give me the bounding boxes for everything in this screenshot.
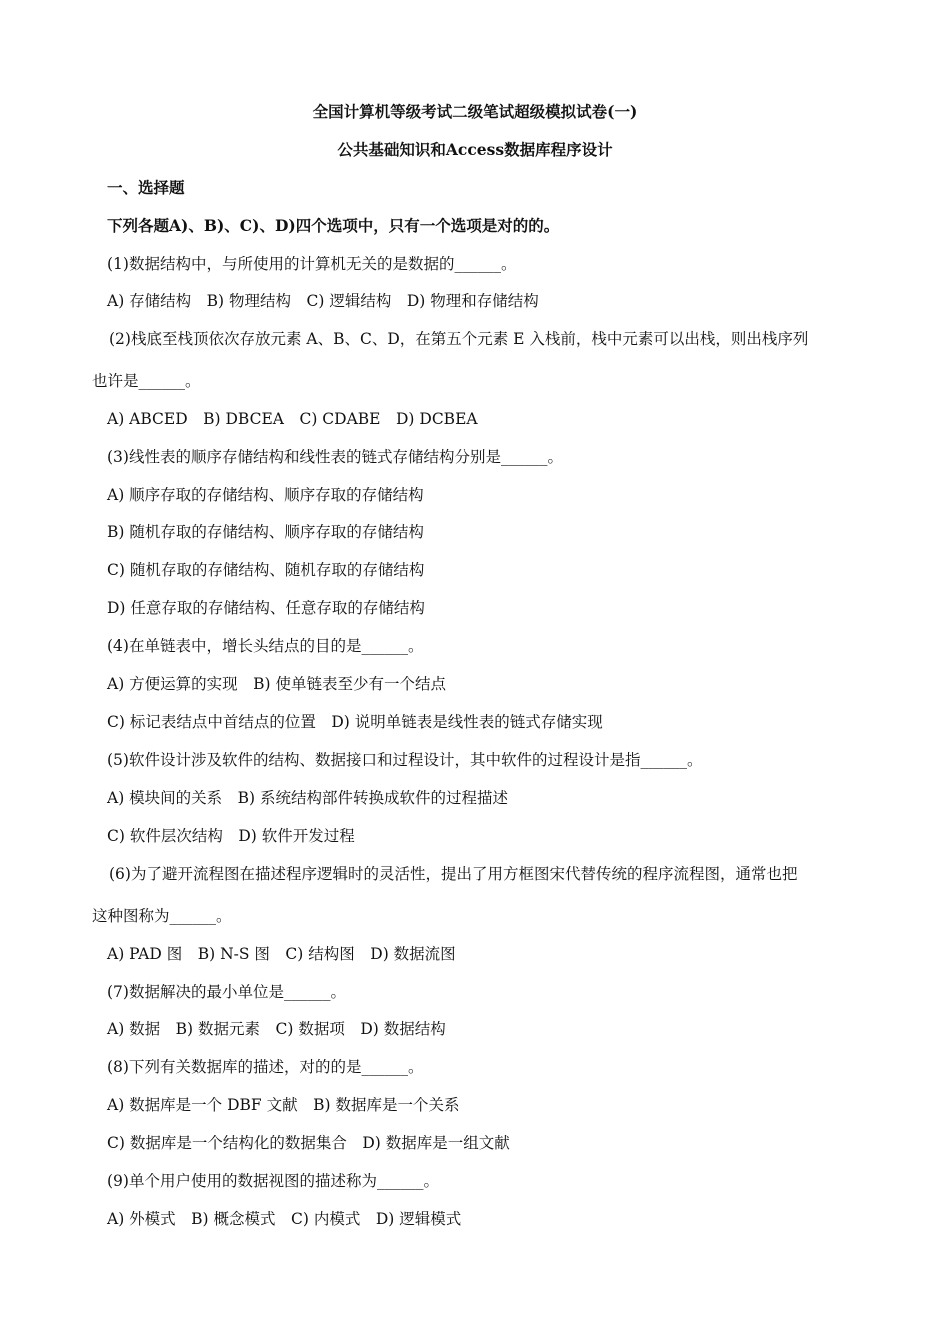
question-9: (9)单个用户使用的数据视图的描述称为______。 — [107, 1172, 439, 1190]
option-3d: D) 任意存取的存储结构、任意存取的存储结构 — [107, 599, 425, 617]
option-3c: C) 随机存取的存储结构、随机存取的存储结构 — [107, 561, 425, 579]
question-6-continued: 这种图称为______。 — [92, 907, 232, 925]
question-6: (6)为了避开流程图在描述程序逻辑时的灵活性，提出了用方框图宋代替传统的程序流程图，通常也把 — [109, 865, 798, 883]
question-5: (5)软件设计涉及软件的结构、数据接口和过程设计，其中软件的过程设计是指______。 — [107, 751, 703, 769]
option-3a: A) 顺序存取的存储结构、顺序存取的存储结构 — [107, 486, 424, 504]
options-4cd: C) 标记表结点中首结点的位置 D) 说明单链表是线性表的链式存储实现 — [107, 713, 603, 731]
document-subtitle: 公共基础知识和Access数据库程序设计 — [337, 140, 613, 159]
options-6: A) PAD 图 B) N-S 图 C) 结构图 D) 数据流图 — [107, 945, 456, 963]
options-5ab: A) 模块间的关系 B) 系统结构部件转换成软件的过程描述 — [107, 789, 509, 807]
question-1: (1)数据结构中，与所使用的计算机无关的是数据的______。 — [107, 255, 517, 273]
options-7: A) 数据 B) 数据元素 C) 数据项 D) 数据结构 — [107, 1020, 446, 1038]
options-1: A) 存储结构 B) 物理结构 C) 逻辑结构 D) 物理和存储结构 — [107, 292, 539, 310]
options-8ab: A) 数据库是一个 DBF 文献 B) 数据库是一个关系 — [107, 1096, 460, 1114]
option-3b: B) 随机存取的存储结构、顺序存取的存储结构 — [107, 523, 424, 541]
question-2-continued: 也许是______。 — [92, 372, 201, 390]
instruction-text: 下列各题A)、B)、C)、D)四个选项中，只有一个选项是对的的。 — [107, 216, 560, 235]
options-2: A) ABCED B) DBCEA C) CDABE D) DCBEA — [107, 410, 478, 428]
question-7: (7)数据解决的最小单位是______。 — [107, 983, 346, 1001]
section-heading: 一、选择题 — [107, 178, 185, 197]
options-4ab: A) 方便运算的实现 B) 使单链表至少有一个结点 — [107, 675, 447, 693]
question-3: (3)线性表的顺序存储结构和线性表的链式存储结构分别是______。 — [107, 448, 563, 466]
options-9: A) 外模式 B) 概念模式 C) 内模式 D) 逻辑模式 — [107, 1210, 462, 1228]
question-8: (8)下列有关数据库的描述，对的的是______。 — [107, 1058, 424, 1076]
question-4: (4)在单链表中，增长头结点的目的是______。 — [107, 637, 424, 655]
document-title: 全国计算机等级考试二级笔试超级模拟试卷(一) — [312, 102, 638, 121]
options-8cd: C) 数据库是一个结构化的数据集合 D) 数据库是一组文献 — [107, 1134, 510, 1152]
options-5cd: C) 软件层次结构 D) 软件开发过程 — [107, 827, 355, 845]
question-2: (2)栈底至栈顶依次存放元素 A、B、C、D，在第五个元素 E 入栈前，栈中元素可以出栈，则出栈序列 — [109, 330, 809, 348]
